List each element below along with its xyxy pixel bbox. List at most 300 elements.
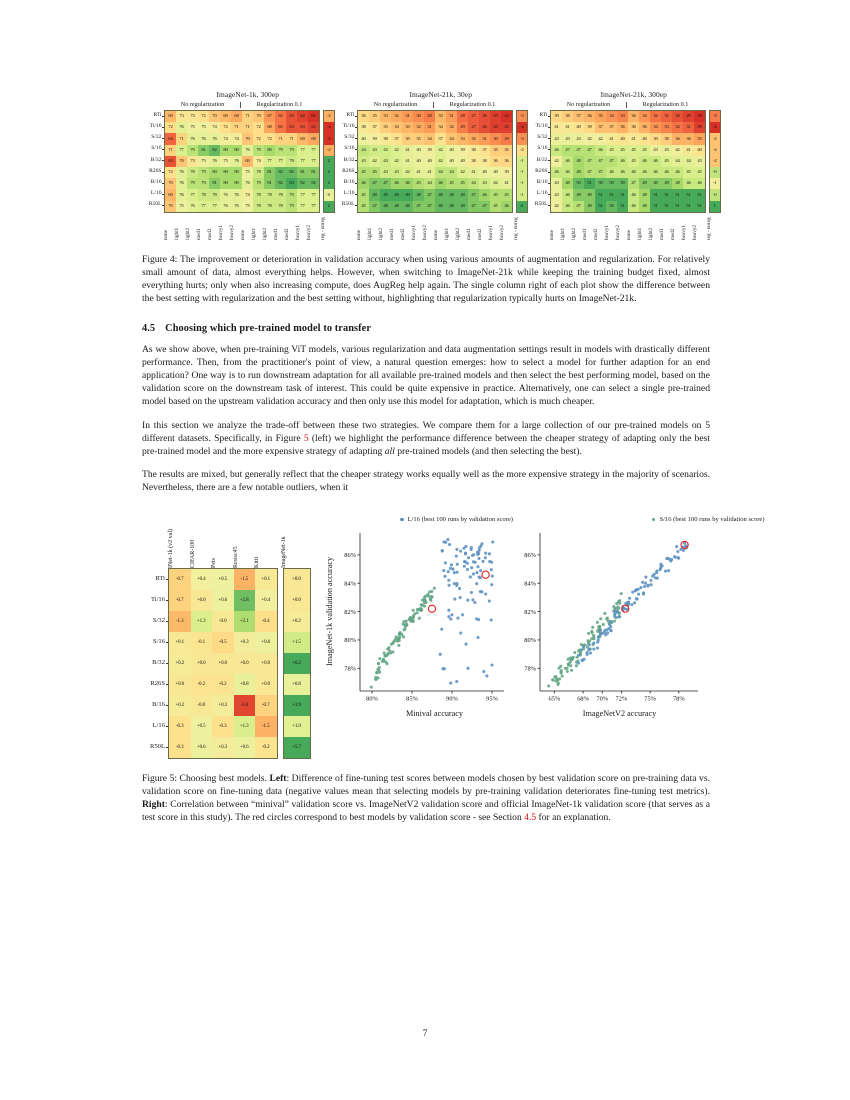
- heatmap-row-label: R50L: [335, 200, 357, 211]
- svg-text:84%: 84%: [343, 580, 356, 588]
- heatmap-cell: 37: [606, 122, 617, 133]
- heatmap-cell: 75: [187, 122, 198, 133]
- scatter-left-canvas: [336, 529, 510, 707]
- heatmap-grid: [528, 110, 721, 213]
- heatmap-cell: 32: [391, 111, 402, 122]
- heatmap-column-labels: [528, 214, 721, 240]
- heatmap-main-grid: [357, 110, 513, 213]
- heatmap-cell: 45: [628, 156, 639, 167]
- figure-5-table-cell: +0.0: [255, 674, 277, 695]
- heatmap-panel-1: [142, 90, 335, 240]
- heatmap-cell: 45: [683, 167, 694, 178]
- heatmap-cell: 51: [617, 201, 628, 212]
- figure-5-table-cell: +0.5: [191, 716, 213, 737]
- heatmap-column-label: med1: [389, 228, 395, 240]
- heatmap-cell: 43: [551, 133, 562, 144]
- heatmap-cell: 45: [490, 189, 501, 200]
- heatmap-cell: 46: [562, 167, 573, 178]
- heatmap-cell: 42: [369, 156, 380, 167]
- heatmap-subtitle-no-regularization: No regularization: [180, 101, 225, 108]
- heatmap-cell: 78: [264, 201, 275, 212]
- heatmap-cell: 47: [369, 201, 380, 212]
- heatmap-cell: 63: [165, 156, 176, 167]
- figure-5-table-cell: +0.0: [191, 590, 213, 611]
- figure-5-row-label: L/16: [140, 715, 168, 736]
- heatmap-cell: 72: [165, 167, 176, 178]
- heatmap-cell: 61: [308, 111, 319, 122]
- heatmap-cell: 40: [694, 145, 705, 156]
- heatmap-cell: 41: [551, 122, 562, 133]
- heatmap-panel-3: [528, 90, 721, 240]
- legend-label: L/16 (best 100 runs by validation score): [407, 516, 513, 523]
- heatmap-cell: 35: [595, 111, 606, 122]
- heatmap-cell: 43: [661, 145, 672, 156]
- paragraph-2-part-c: pre-trained models (and then selecting the best).: [394, 445, 582, 457]
- heatmap-column-label: none: [240, 229, 246, 240]
- heatmap-grid: [335, 110, 528, 213]
- heatmap-cell: 43: [562, 133, 573, 144]
- heatmap-difference-cell: -0: [710, 167, 721, 178]
- svg-text:84%: 84%: [523, 580, 536, 588]
- heatmap-row: [551, 201, 705, 212]
- figure-5-table-cell: -0.3: [169, 737, 191, 758]
- heatmap-cell: 45: [358, 201, 369, 212]
- heatmap-cell: 76: [231, 156, 242, 167]
- figure-5-table-row: [169, 716, 277, 737]
- heatmap-cell: 40: [446, 156, 457, 167]
- figure-5-table-cell: +0.6: [191, 737, 213, 758]
- heatmap-cell: 67: [264, 111, 275, 122]
- heatmap-difference-cell: -2: [710, 133, 721, 144]
- heatmap-difference-cell: -4: [324, 122, 335, 133]
- heatmap-row-label: B/16: [142, 177, 164, 188]
- heatmap-difference-column: [516, 110, 529, 213]
- heatmap-cell: 81: [297, 167, 308, 178]
- heatmap-column-label: none: [163, 229, 169, 240]
- heatmap-cell: 48: [413, 189, 424, 200]
- heatmap-cell: 38: [562, 111, 573, 122]
- svg-text:78%: 78%: [343, 665, 356, 673]
- heatmap-cell: 72: [165, 122, 176, 133]
- section-4-5-reference-link[interactable]: 4.5: [524, 812, 537, 824]
- heatmap-cell: 50: [573, 178, 584, 189]
- page-content: [142, 90, 765, 834]
- heatmap-cell: 47: [584, 167, 595, 178]
- heatmap-cell: 42: [584, 133, 595, 144]
- figure-5-label: Figure 5:: [142, 773, 178, 784]
- heatmap-cell: 49: [402, 189, 413, 200]
- heatmap-row: [165, 178, 319, 189]
- heatmap-cell: 26: [479, 111, 490, 122]
- heatmap-cell: 77: [297, 156, 308, 167]
- figure-5-extra-cell: +3.9: [284, 695, 310, 716]
- heatmap-cell: 48: [573, 167, 584, 178]
- heatmap-cell: 40: [358, 133, 369, 144]
- heatmap-row-label: RTi: [142, 110, 164, 121]
- heatmap-column-label: med1: [659, 228, 665, 240]
- figure-5-table-main: [168, 568, 278, 759]
- heatmap-row: [165, 156, 319, 167]
- figure-5-row-label: B/32: [140, 652, 168, 673]
- heatmap-cell: 77: [275, 156, 286, 167]
- heatmap-cell: 46: [358, 178, 369, 189]
- heatmap-cell: 82: [209, 145, 220, 156]
- heatmap-column-label: heavy2: [229, 224, 235, 240]
- heatmap-cell: 42: [391, 156, 402, 167]
- heatmap-column-label: heavy1: [604, 224, 610, 240]
- heatmap-column-label: light2: [455, 227, 461, 240]
- svg-text:65%: 65%: [548, 695, 560, 703]
- heatmap-cell: 39: [650, 133, 661, 144]
- heatmap-cell: 51: [672, 189, 683, 200]
- heatmap-cell: 63: [286, 122, 297, 133]
- svg-text:85%: 85%: [405, 695, 418, 703]
- heatmap-cell: 74: [253, 156, 264, 167]
- heatmap-cell: 41: [501, 178, 512, 189]
- heatmap-cell: 46: [617, 167, 628, 178]
- heatmap-cell: 68: [264, 122, 275, 133]
- best-model-highlight-circle: [482, 571, 489, 578]
- heatmap-cell: 76: [220, 189, 231, 200]
- heatmap-cell: 79: [198, 178, 209, 189]
- heatmap-cell: 38: [380, 133, 391, 144]
- heatmap-cell: 29: [694, 122, 705, 133]
- heatmap-cell: 34: [391, 122, 402, 133]
- heatmap-cell: 48: [402, 201, 413, 212]
- heatmap-column-label: none: [549, 229, 555, 240]
- figure-5-row-label: B/16: [140, 694, 168, 715]
- heatmap-cell: 77: [308, 189, 319, 200]
- figure-5-caption-left-bold: Left: [269, 773, 287, 784]
- heatmap-cell: 40: [457, 156, 468, 167]
- heatmap-cell: 47: [468, 189, 479, 200]
- heatmap-cell: 40: [424, 156, 435, 167]
- heatmap-column-label: heavy2: [692, 224, 698, 240]
- figure-5-caption: [142, 772, 710, 824]
- heatmap-difference-cell: -0: [710, 189, 721, 200]
- heatmap-cell: 82: [275, 167, 286, 178]
- heatmap-cell: 41: [683, 145, 694, 156]
- heatmap-cell: 37: [595, 122, 606, 133]
- heatmap-row: [165, 145, 319, 156]
- heatmap-column-label: heavy2: [422, 224, 428, 240]
- heatmap-cell: 76: [176, 189, 187, 200]
- heatmap-cell: 29: [457, 122, 468, 133]
- heatmap-cell: 42: [672, 145, 683, 156]
- heatmap-row: [358, 178, 512, 189]
- heatmap-cell: 25: [490, 111, 501, 122]
- heatmap-cell: 46: [639, 167, 650, 178]
- heatmap-cell: 36: [358, 111, 369, 122]
- y-axis-label: ImageNet-1k validation accuracy: [324, 556, 334, 666]
- heatmap-column-label: med1: [466, 228, 472, 240]
- heatmap-cell: 47: [424, 201, 435, 212]
- heatmap-cell: 78: [253, 167, 264, 178]
- heatmap-cell: 43: [650, 145, 661, 156]
- heatmap-column-label: light1: [560, 227, 566, 240]
- heatmap-cell: 46: [551, 167, 562, 178]
- figure-5-extra-cell: +5.7: [284, 737, 310, 758]
- heatmap-column-label: light1: [637, 227, 643, 240]
- heatmap-cell: 80: [220, 167, 231, 178]
- scatter-right-canvas: [516, 529, 706, 707]
- heatmap-cell: 51: [683, 201, 694, 212]
- heatmap-row-label: R50L: [528, 200, 550, 211]
- figure-4-caption: [142, 253, 710, 305]
- figure-5-table-cell: -3.6: [234, 695, 256, 716]
- heatmap-row-label: R26S: [142, 166, 164, 177]
- heatmap-row: [551, 145, 705, 156]
- heatmap-difference-cell: -4: [710, 122, 721, 133]
- heatmap-cell: 78: [264, 189, 275, 200]
- figure-5-reference-link[interactable]: 5: [303, 432, 309, 444]
- heatmap-cell: 80: [231, 178, 242, 189]
- heatmap-cell: 77: [297, 201, 308, 212]
- heatmap-cell: 48: [457, 189, 468, 200]
- heatmap-cell: 78: [187, 167, 198, 178]
- figure-5-caption-right-bold: Right: [142, 799, 165, 811]
- heatmap-cell: 46: [501, 201, 512, 212]
- svg-text:78%: 78%: [523, 665, 536, 673]
- heatmap-cell: 46: [650, 167, 661, 178]
- heatmap-cell: 70: [209, 111, 220, 122]
- heatmap-cell: 44: [672, 156, 683, 167]
- paragraph-2-part-a: In this section we analyze the trade-off between these two strategies. We compare them for a large collection of our pre-trained models on 5 different datasets. Specifically, in Figure: [142, 419, 710, 444]
- heatmap-cell: 76: [187, 201, 198, 212]
- heatmap-cell: 46: [595, 145, 606, 156]
- heatmap-cell: 36: [501, 156, 512, 167]
- heatmap-cell: 79: [286, 145, 297, 156]
- heatmap-difference-column-label: reg - noreg: [319, 216, 326, 240]
- heatmap-cell: 77: [308, 156, 319, 167]
- heatmap-cell: 48: [562, 178, 573, 189]
- heatmap-row-label: R50L: [142, 200, 164, 211]
- heatmap-cell: 27: [468, 111, 479, 122]
- heatmap-subtitles: [528, 101, 721, 109]
- heatmap-cell: 42: [391, 145, 402, 156]
- heatmap-row-label: S/16: [335, 144, 357, 155]
- heatmap-cell: 43: [551, 178, 562, 189]
- figure-5-table-cell: +0.3: [212, 695, 234, 716]
- paragraph-2-part-b: (left) we highlight the performance difference between the cheaper strategy of adapting only the best pre-trained model and the more expensive strategy of adapting: [142, 432, 710, 457]
- heatmap-cell: 46: [617, 156, 628, 167]
- figure-5-table-row: [169, 569, 277, 590]
- svg-text:78%: 78%: [672, 695, 685, 703]
- heatmap-cell: 51: [595, 201, 606, 212]
- heatmap-cell: 43: [380, 156, 391, 167]
- figure-5-extra-cell: +0.8: [284, 674, 310, 695]
- heatmap-cell: 26: [479, 122, 490, 133]
- heatmap-cell: 36: [584, 111, 595, 122]
- figure-5-table-cell: +0.0: [169, 674, 191, 695]
- heatmap-cell: 41: [562, 122, 573, 133]
- scatter-svg: [516, 529, 704, 707]
- heatmap-cell: 69: [165, 111, 176, 122]
- heatmap-cell: 43: [380, 167, 391, 178]
- heatmap-cell: 38: [468, 145, 479, 156]
- heatmap-cell: 33: [380, 111, 391, 122]
- heatmap-column-labels: [142, 214, 335, 240]
- heatmap-cell: 80: [209, 167, 220, 178]
- heatmap-cell: 75: [198, 122, 209, 133]
- heatmap-column-label: heavy1: [411, 224, 417, 240]
- heatmap-row-label: Ti/16: [528, 121, 550, 132]
- heatmap-column-label: heavy2: [615, 224, 621, 240]
- figure-5-table-row: [169, 590, 277, 611]
- heatmap-cell: 41: [628, 133, 639, 144]
- heatmap-cell: 82: [297, 178, 308, 189]
- heatmap-cell: 49: [650, 178, 661, 189]
- heatmap-cell: 48: [639, 201, 650, 212]
- heatmap-column-label: med2: [284, 228, 290, 240]
- heatmap-row: [165, 167, 319, 178]
- heatmap-cell: 47: [413, 201, 424, 212]
- section-number: 4.5: [142, 323, 156, 335]
- paragraph-3: The results are mixed, but generally reflect that the cheaper strategy works equally well as the more expensive strategy in the majority of scenarios. Nevertheless, there are a few notable outliers, when it: [142, 468, 710, 493]
- figure-5-table-row: [169, 737, 277, 758]
- heatmap-row: [358, 111, 512, 122]
- figure-5-table-cell: -0.2: [212, 674, 234, 695]
- heatmap-cell: 42: [435, 145, 446, 156]
- legend-label: S/16 (best 100 runs by validation score): [659, 516, 765, 523]
- heatmap-row-label: S/16: [142, 144, 164, 155]
- figure-5-table-cell: +1.3: [191, 611, 213, 632]
- heatmap-difference-cell: -2: [324, 145, 335, 156]
- figure-5: [140, 516, 840, 759]
- heatmap-cell: 46: [479, 189, 490, 200]
- heatmap-difference-cell: -1: [517, 167, 528, 178]
- heatmap-column-label: light2: [185, 227, 191, 240]
- heatmap-difference-column-label: reg - noreg: [512, 216, 519, 240]
- figure-5-caption-t3: : Correlation between “minival” validation score vs. ImageNetV2 validation score and official ImageNet-1k validation score (that serves as a test score in this study). The red circles correspond to best models by validation score - see Section: [142, 799, 710, 824]
- figure-5-table-row: [169, 695, 277, 716]
- heatmap-row-label: L/16: [528, 188, 550, 199]
- heatmap-cell: 27: [468, 122, 479, 133]
- heatmap-cell: 80: [220, 178, 231, 189]
- figure-5-column-header: Kitti: [254, 556, 260, 568]
- heatmap-cell: 76: [220, 201, 231, 212]
- heatmap-cell: 32: [413, 122, 424, 133]
- heatmap-cell: 76: [209, 133, 220, 144]
- heatmap-column-label: med2: [670, 228, 676, 240]
- heatmap-difference-cell: 2: [324, 156, 335, 167]
- heatmap-cell: 44: [358, 145, 369, 156]
- figure-5-table-cell: -0.0: [191, 695, 213, 716]
- heatmap-grid: [142, 110, 335, 213]
- heatmap-row-label: R26S: [335, 166, 357, 177]
- heatmap-cell: 45: [490, 201, 501, 212]
- heatmap-cell: 41: [402, 156, 413, 167]
- figure-5-table-cell: -0.3: [169, 716, 191, 737]
- heatmap-cell: 34: [435, 122, 446, 133]
- heatmap-cell: 71: [176, 133, 187, 144]
- heatmap-cell: 46: [606, 167, 617, 178]
- heatmap-title: ImageNet-1k, 300ep: [216, 90, 280, 99]
- heatmap-cell: 29: [424, 111, 435, 122]
- heatmap-cell: 65: [275, 122, 286, 133]
- figure-5-table-cell: +0.3: [212, 737, 234, 758]
- heatmap-cell: 48: [435, 189, 446, 200]
- heatmap-column-label: med2: [593, 228, 599, 240]
- heatmap-cell: 77: [297, 145, 308, 156]
- heatmap-cell: 82: [275, 178, 286, 189]
- heatmap-cell: 48: [672, 178, 683, 189]
- heatmap-cell: 41: [424, 167, 435, 178]
- heatmap-cell: 36: [639, 122, 650, 133]
- heatmap-cell: 28: [457, 111, 468, 122]
- heatmap-column-label: med2: [400, 228, 406, 240]
- figure-5-table-cell: -0.5: [212, 632, 234, 653]
- heatmap-cell: 32: [672, 122, 683, 133]
- heatmap-cell: 29: [683, 111, 694, 122]
- heatmap-cell: 71: [231, 122, 242, 133]
- heatmap-cell: 47: [595, 167, 606, 178]
- heatmap-cell: 44: [446, 167, 457, 178]
- heatmap-cell: 79: [187, 145, 198, 156]
- heatmap-difference-column: [709, 110, 722, 213]
- heatmap-cell: 51: [694, 189, 705, 200]
- heatmap-cell: 44: [468, 178, 479, 189]
- heatmap-difference-cell: 0: [517, 201, 528, 212]
- heatmap-difference-cell: -1: [517, 178, 528, 189]
- heatmap-cell: 50: [606, 178, 617, 189]
- heatmap-cell: 40: [639, 133, 650, 144]
- heatmap-column-label: med1: [196, 228, 202, 240]
- heatmap-cell: 35: [380, 122, 391, 133]
- heatmap-column-label: heavy1: [681, 224, 687, 240]
- heatmap-cell: 46: [628, 201, 639, 212]
- heatmap-main-grid: [550, 110, 706, 213]
- heatmap-cell: 34: [606, 111, 617, 122]
- heatmap-cell: 76: [187, 133, 198, 144]
- heatmap-cell: 46: [694, 178, 705, 189]
- heatmap-row-label: Ti/16: [335, 121, 357, 132]
- figure-5-table-cell: -0.2: [255, 737, 277, 758]
- heatmap-row-label: B/32: [335, 155, 357, 166]
- heatmap-cell: 43: [551, 189, 562, 200]
- heatmap-cell: 45: [694, 167, 705, 178]
- heatmap-column-label: heavy2: [499, 224, 505, 240]
- heatmap-cell: 77: [176, 145, 187, 156]
- page-number: 7: [422, 1028, 428, 1038]
- heatmap-row: [551, 156, 705, 167]
- x-axis-label-left: Minival accuracy: [405, 709, 464, 718]
- heatmap-cell: 80: [231, 167, 242, 178]
- figure-5-table-cell: -0.4: [255, 611, 277, 632]
- heatmap-cell: 47: [479, 201, 490, 212]
- figure-5-table-cell: +0.2: [169, 695, 191, 716]
- heatmap-cell: 83: [286, 178, 297, 189]
- figure-5-table-cell: -1.5: [234, 569, 256, 590]
- heatmap-cell: 77: [308, 145, 319, 156]
- figure-5-caption-t2: : Difference of fine-tuning test scores between models chosen by best validation score on pre-training data vs. validation score on fine-tuning data (negative values mean that selecting models by pre-training validation deteriorates fine-tuning test metrics).: [142, 773, 710, 798]
- heatmap-difference-cell: -4: [324, 133, 335, 144]
- heatmap-cell: 47: [606, 156, 617, 167]
- figure-4-caption-text: The improvement or deterioration in validation accuracy when using various amounts of augmentation and regularization. For relatively small amount of data, almost everything helps. However, when switching to ImageNet-21k while keeping the training budget fixed, almost everything hurts; only when also increasing compute, does AugReg help again. The single column right of each plot show the difference between the best setting with regularization and the best setting without, highlighting that regularization typically hurts on ImageNet-21k.: [142, 253, 710, 304]
- heatmap-difference-column: [323, 110, 336, 213]
- heatmap-cell: 50: [595, 178, 606, 189]
- paragraph-2-italic: all: [384, 445, 395, 457]
- heatmap-cell: 47: [562, 145, 573, 156]
- heatmap-cell: 63: [297, 122, 308, 133]
- heatmap-cell: 74: [209, 122, 220, 133]
- heatmap-column-label: light2: [648, 227, 654, 240]
- figure-5-table-cell: +0.3: [234, 632, 256, 653]
- heatmap-cell: 80: [231, 145, 242, 156]
- heatmap-cell: 45: [446, 178, 457, 189]
- heatmap-title: ImageNet-21k, 300ep: [600, 90, 667, 99]
- heatmap-difference-cell: -3: [517, 111, 528, 122]
